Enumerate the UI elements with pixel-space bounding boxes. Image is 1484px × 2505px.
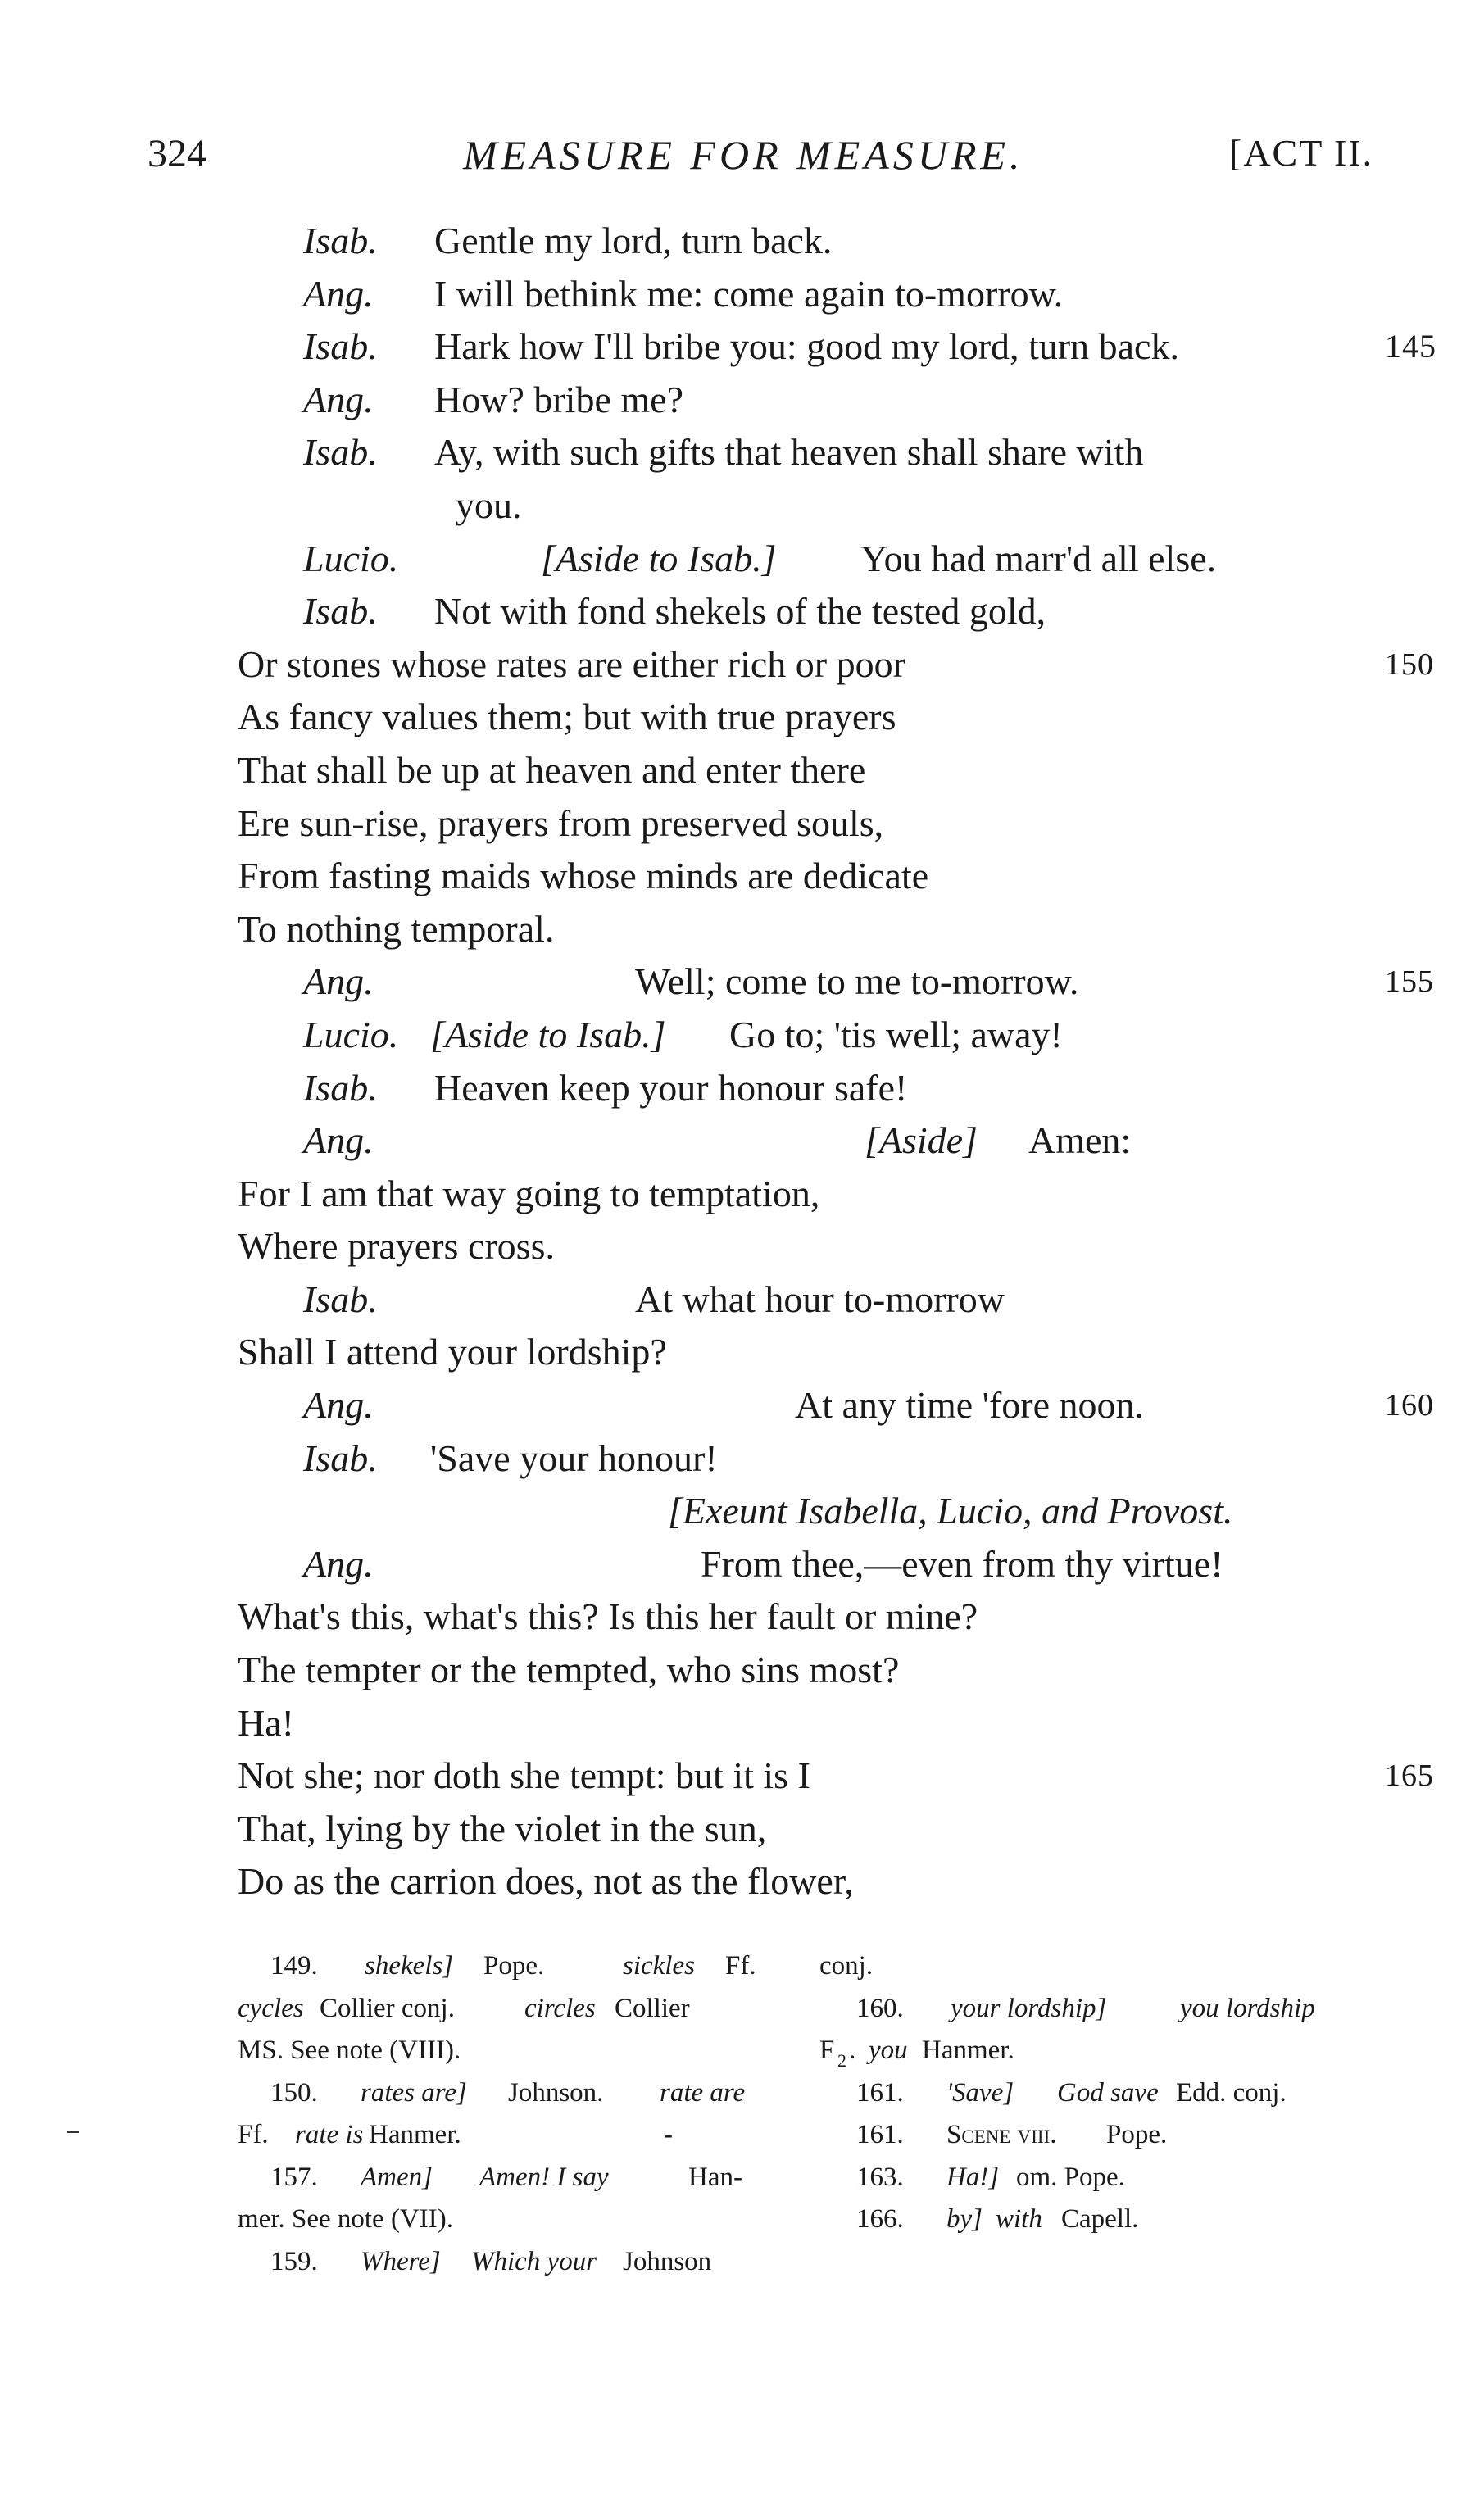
line-text: Heaven keep your honour safe!: [434, 1066, 908, 1109]
note-variant: God save: [1057, 2077, 1159, 2108]
note-text: Pope.: [483, 1951, 545, 1981]
note-line: [238, 2030, 778, 2072]
verse-line: [0, 1432, 1484, 1486]
line-text: Not with fond shekels of the tested gold,: [434, 590, 1046, 633]
note-variant: circles: [524, 1993, 596, 2023]
note-variant: with: [996, 2204, 1042, 2234]
note-lemma: Where]: [361, 2246, 441, 2276]
speaker: Ang.: [303, 1119, 374, 1162]
verse-line: [0, 797, 1484, 851]
stage-direction: [Aside]: [865, 1119, 978, 1162]
note-line: [238, 2114, 778, 2157]
note-lemma: 'Save]: [946, 2077, 1014, 2108]
line-text: Do as the carrion does, not as the flower,: [238, 1860, 854, 1903]
note-text: Johnson: [623, 2246, 712, 2276]
note-text: Han-: [688, 2162, 742, 2192]
note-line: [238, 1945, 778, 1988]
speaker: Lucio.: [303, 537, 399, 579]
speaker: Ang.: [303, 272, 374, 315]
verse-line: [0, 1168, 1484, 1221]
margin-mark: [67, 2131, 79, 2133]
note-text: mer. See note (VII).: [238, 2204, 453, 2234]
note-variant: you lordship: [1180, 1993, 1315, 2023]
speaker: Isab.: [303, 220, 378, 261]
verse-line: [0, 533, 1484, 586]
notes-right-column: [819, 1945, 1377, 2241]
line-text: Gentle my lord, turn back.: [434, 220, 833, 261]
note-text: Edd. conj.: [1176, 2077, 1287, 2108]
stray-mark: -: [664, 2120, 673, 2149]
page-number: 324: [147, 132, 206, 175]
note-line: [819, 2157, 1377, 2199]
note-lemma: Ha!]: [946, 2162, 1000, 2192]
verse-line: [0, 1591, 1484, 1644]
line-text: Not she; nor doth she tempt: but it is I: [238, 1754, 810, 1797]
verse-line: [0, 903, 1484, 956]
note-number: 159.: [270, 2246, 318, 2276]
note-text: Ff.: [725, 1951, 756, 1981]
speaker: Ang.: [303, 378, 374, 420]
note-text: Pope.: [1106, 2120, 1168, 2149]
note-number: 157.: [270, 2162, 318, 2192]
line-number: 155: [1385, 964, 1434, 1000]
note-number: 161.: [856, 2120, 904, 2149]
verse-line: [0, 479, 1484, 533]
note-variant: sickles: [623, 1951, 695, 1981]
note-text: Capell.: [1061, 2204, 1139, 2234]
act-label: [ACT II.: [1229, 132, 1374, 174]
verse-line: [0, 320, 1484, 374]
verse-line: [0, 850, 1484, 903]
line-text: For I am that way going to temptation,: [238, 1172, 820, 1214]
note-text: Ff.: [238, 2120, 269, 2149]
note-line: [819, 2072, 1377, 2115]
line-text: I will bethink me: come again to-morrow.: [434, 272, 1064, 315]
verse-line: [0, 955, 1484, 1009]
line-text: To nothing temporal.: [238, 907, 555, 950]
note-lemma: by]: [946, 2204, 983, 2234]
speaker: Lucio.: [303, 1013, 399, 1055]
verse-line: [0, 1009, 1484, 1062]
line-number: 165: [1385, 1758, 1434, 1794]
note-variant: rate is: [295, 2120, 364, 2149]
note-line: [819, 2114, 1377, 2157]
line-text: You had marr'd all else.: [860, 537, 1217, 579]
line-text: That, lying by the violet in the sun,: [238, 1807, 767, 1849]
running-header: [0, 123, 1484, 188]
note-number: 149.: [270, 1951, 318, 1981]
speaker: Ang.: [303, 1384, 374, 1427]
line-text: Well; come to me to-morrow.: [635, 960, 1079, 1003]
line-text: Ay, with such gifts that heaven shall share with: [434, 431, 1144, 474]
speaker: Ang.: [303, 1542, 374, 1585]
verse-text: [0, 215, 1484, 1908]
line-text: Where prayers cross.: [238, 1225, 555, 1268]
note-variant: rate are: [660, 2077, 746, 2108]
note-line: [819, 1945, 1377, 1988]
line-text: Hark how I'll bribe you: good my lord, turn back.: [434, 325, 1179, 368]
line-number: 150: [1385, 647, 1434, 682]
note-text: om. Pope.: [1016, 2162, 1125, 2192]
verse-line: [0, 268, 1484, 321]
verse-line: [0, 426, 1484, 479]
note-lemma: shekels]: [365, 1951, 454, 1981]
note-number: 163.: [856, 2162, 904, 2192]
speaker: Isab.: [303, 325, 378, 368]
stage-direction: [Aside to Isab.]: [430, 1013, 666, 1055]
verse-line: [0, 1379, 1484, 1432]
note-text: Hanmer.: [922, 2035, 1014, 2065]
note-text: F: [819, 2035, 835, 2065]
note-number: 150.: [270, 2077, 318, 2108]
note-line: [238, 2241, 778, 2284]
line-text: How? bribe me?: [434, 378, 683, 420]
notes-left-column: [238, 1945, 778, 2283]
line-text: you.: [456, 483, 522, 526]
note-lemma: Amen]: [361, 2162, 433, 2192]
note-text: conj.: [819, 1951, 874, 1981]
note-number: 166.: [856, 2204, 904, 2234]
verse-line: [0, 1697, 1484, 1750]
line-text: Ere sun-rise, prayers from preserved souls,: [238, 801, 884, 844]
speaker: Ang.: [303, 960, 374, 1003]
line-text: At any time 'fore noon.: [795, 1384, 1145, 1427]
line-number: 145: [1385, 328, 1436, 365]
line-text: Or stones whose rates are either rich or poor: [238, 642, 905, 685]
note-subscript: 2: [837, 2050, 846, 2071]
note-line: [819, 2030, 1377, 2072]
note-variant: Amen! I say: [479, 2162, 609, 2192]
line-text: Amen:: [1028, 1119, 1132, 1162]
line-text: The tempter or the tempted, who sins most?: [238, 1649, 900, 1691]
verse-line: [0, 1273, 1484, 1327]
note-text: Collier: [615, 1993, 690, 2023]
line-text: 'Save your honour!: [430, 1436, 718, 1479]
verse-line: [0, 1326, 1484, 1379]
speaker: Isab.: [303, 590, 378, 633]
note-number: 160.: [856, 1993, 904, 2023]
verse-line: [0, 691, 1484, 744]
note-text: Collier conj.: [320, 1993, 455, 2023]
note-line: [819, 1988, 1377, 2031]
note-text: .: [849, 2035, 856, 2065]
note-line: [238, 2199, 778, 2241]
note-variant: cycles: [238, 1993, 304, 2023]
speaker: Isab.: [303, 431, 378, 474]
speaker: Isab.: [303, 1066, 378, 1109]
line-text: Go to; 'tis well; away!: [729, 1013, 1063, 1055]
note-text: Scene viii.: [946, 2120, 1057, 2149]
verse-line: [0, 1062, 1484, 1115]
note-line: [238, 1988, 778, 2031]
verse-line: [0, 1803, 1484, 1856]
verse-line: [0, 585, 1484, 638]
line-text: Shall I attend your lordship?: [238, 1331, 667, 1373]
verse-line: [0, 1749, 1484, 1803]
note-line: [819, 2199, 1377, 2241]
verse-line: [0, 374, 1484, 427]
note-lemma: rates are]: [361, 2077, 467, 2108]
note-line: [238, 2072, 778, 2115]
verse-line: [0, 215, 1484, 268]
verse-line: [0, 638, 1484, 692]
line-text: What's this, what's this? Is this her fault or mine?: [238, 1595, 978, 1638]
note-text: Hanmer.: [369, 2120, 461, 2149]
note-variant: Which your: [471, 2246, 597, 2276]
line-text: That shall be up at heaven and enter there: [238, 748, 866, 791]
line-text: Ha!: [238, 1701, 294, 1744]
line-number: 160: [1385, 1388, 1434, 1423]
stage-direction: [Exeunt Isabella, Lucio, and Provost.: [668, 1490, 1233, 1532]
note-number: 161.: [856, 2077, 904, 2108]
stage-direction: [Aside to Isab.]: [541, 537, 777, 579]
line-text: From thee,—even from thy virtue!: [701, 1542, 1223, 1585]
note-line: [238, 2157, 778, 2199]
speaker: Isab.: [303, 1436, 378, 1479]
note-lemma: your lordship]: [951, 1993, 1107, 2023]
speaker: Isab.: [303, 1277, 378, 1320]
verse-line: [0, 744, 1484, 797]
note-text: Johnson.: [508, 2077, 604, 2108]
note-text: MS. See note (VIII).: [238, 2035, 461, 2065]
verse-line: [0, 1485, 1484, 1538]
note-variant: you: [869, 2035, 908, 2065]
line-text: From fasting maids whose minds are dedicate: [238, 855, 929, 897]
verse-line: [0, 1644, 1484, 1697]
line-text: As fancy values them; but with true prayers: [238, 696, 896, 738]
verse-line: [0, 1855, 1484, 1908]
verse-line: [0, 1538, 1484, 1591]
verse-line: [0, 1114, 1484, 1168]
running-title: MEASURE FOR MEASURE.: [463, 132, 1024, 178]
verse-line: [0, 1220, 1484, 1273]
line-text: At what hour to-morrow: [635, 1277, 1005, 1320]
